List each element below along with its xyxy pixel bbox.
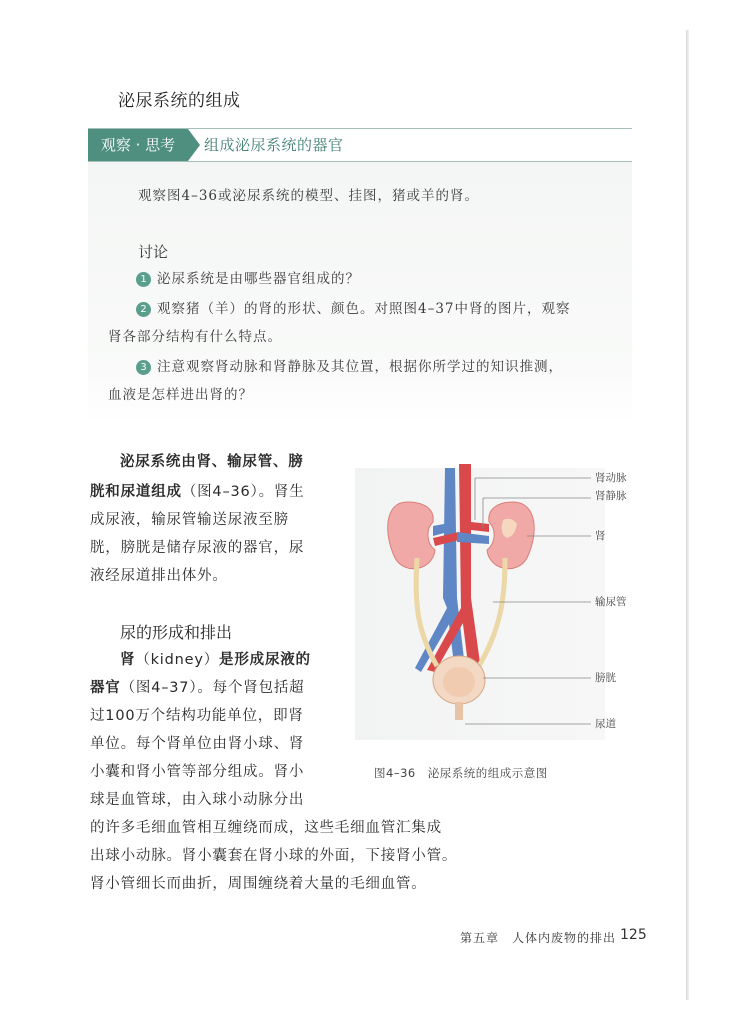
- para2-line-2-rest: （图4–37）。每个肾包括超: [120, 680, 305, 696]
- right-ureter-shape: [479, 558, 505, 666]
- discuss-heading: 讨论: [138, 243, 169, 261]
- question-1-text: 泌尿系统是由哪些器官组成的？: [157, 271, 360, 287]
- section-title: 泌尿系统的组成: [118, 91, 241, 111]
- subsection-title: 尿的形成和排出: [120, 623, 233, 642]
- para2-line-9: 肾小管细长而曲折，周围缠绕着大量的毛细血管。: [90, 876, 427, 892]
- para1-line-4: 胱，膀胱是储存尿液的器官，尿: [90, 540, 305, 556]
- observe-title: 组成泌尿系统的器官: [204, 136, 344, 154]
- observe-label: 观察 · 思考: [88, 129, 188, 161]
- para2-line-3: 过100万个结构功能单位，即肾: [90, 708, 304, 724]
- label-kidney: 肾: [595, 530, 606, 542]
- question-2-line-1: [136, 297, 571, 317]
- para2-kidney-english: （kidney）: [135, 652, 220, 668]
- question-1: [136, 267, 360, 287]
- aorta-shape: [459, 464, 481, 672]
- question-number-3: 3: [136, 360, 151, 375]
- para1-line-2: [90, 480, 305, 501]
- para2-line-6: 球是血管球，由入球小动脉分出: [90, 792, 305, 808]
- para2-line-7: 的许多毛细血管相互缠绕而成，这些毛细血管汇集成: [90, 820, 442, 836]
- para1-line-5: 液经尿道排出体外。: [90, 568, 228, 584]
- question-number-2: 2: [136, 302, 151, 317]
- question-number-1: 1: [136, 272, 151, 287]
- urethra-shape: [455, 702, 463, 720]
- figure-caption: 图4–36 泌尿系统的组成示意图: [374, 766, 548, 780]
- question-2-line-2: 肾各部分结构有什么特点。: [108, 329, 282, 345]
- para2-organ-term: 器官: [90, 680, 121, 696]
- para2-line-8: 出球小动脉。肾小囊套在肾小球的外面，下接肾小管。: [90, 848, 458, 864]
- question-3-text-1: 注意观察肾动脉和肾静脉及其位置，根据你所学过的知识推测，: [157, 359, 563, 375]
- left-kidney-shape: [388, 502, 435, 569]
- label-bladder: 膀胱: [595, 672, 616, 684]
- footer-chapter: 第五章 人体内废物的排出: [460, 931, 617, 945]
- para1-line-1: 泌尿系统由肾、输尿管、膀: [120, 454, 304, 470]
- observe-header-bar: [88, 128, 632, 162]
- label-urethra: 尿道: [595, 718, 616, 730]
- para2-line-4: 单位。每个肾单位由肾小球、肾: [90, 736, 305, 752]
- bar-bottom-rule: [88, 161, 632, 162]
- para2-kidney-term: 肾: [120, 652, 136, 668]
- question-2-text-1: 观察猪（羊）的肾的形状、颜色。对照图4–37中肾的图片，观察: [157, 301, 571, 317]
- para1-line-2-bold: 胱和尿道组成: [90, 484, 182, 500]
- para1-line-2-rest: （图4–36）。肾生: [181, 484, 305, 500]
- label-renal-vein: 肾静脉: [595, 490, 627, 502]
- question-3-line-1: [136, 355, 563, 375]
- page-number: 125: [620, 927, 647, 943]
- para2-line-5: 小囊和肾小管等部分组成。肾小: [90, 764, 305, 780]
- observe-instruction: 观察图4–36或泌尿系统的模型、挂图，猪或羊的肾。: [138, 188, 480, 204]
- label-renal-artery: 肾动脉: [595, 472, 627, 484]
- para2-line-1-bold: 是形成尿液的: [219, 652, 311, 668]
- para1-line-3: 成尿液，输尿管输送尿液至膀: [90, 512, 289, 528]
- label-ureter: 输尿管: [595, 596, 627, 608]
- question-3-line-2: 血液是怎样进出肾的？: [108, 387, 253, 403]
- urinary-system-figure: [355, 458, 655, 740]
- page-edge: [686, 30, 689, 1000]
- para2-line-2: [90, 676, 304, 697]
- para2-line-1: [120, 648, 311, 669]
